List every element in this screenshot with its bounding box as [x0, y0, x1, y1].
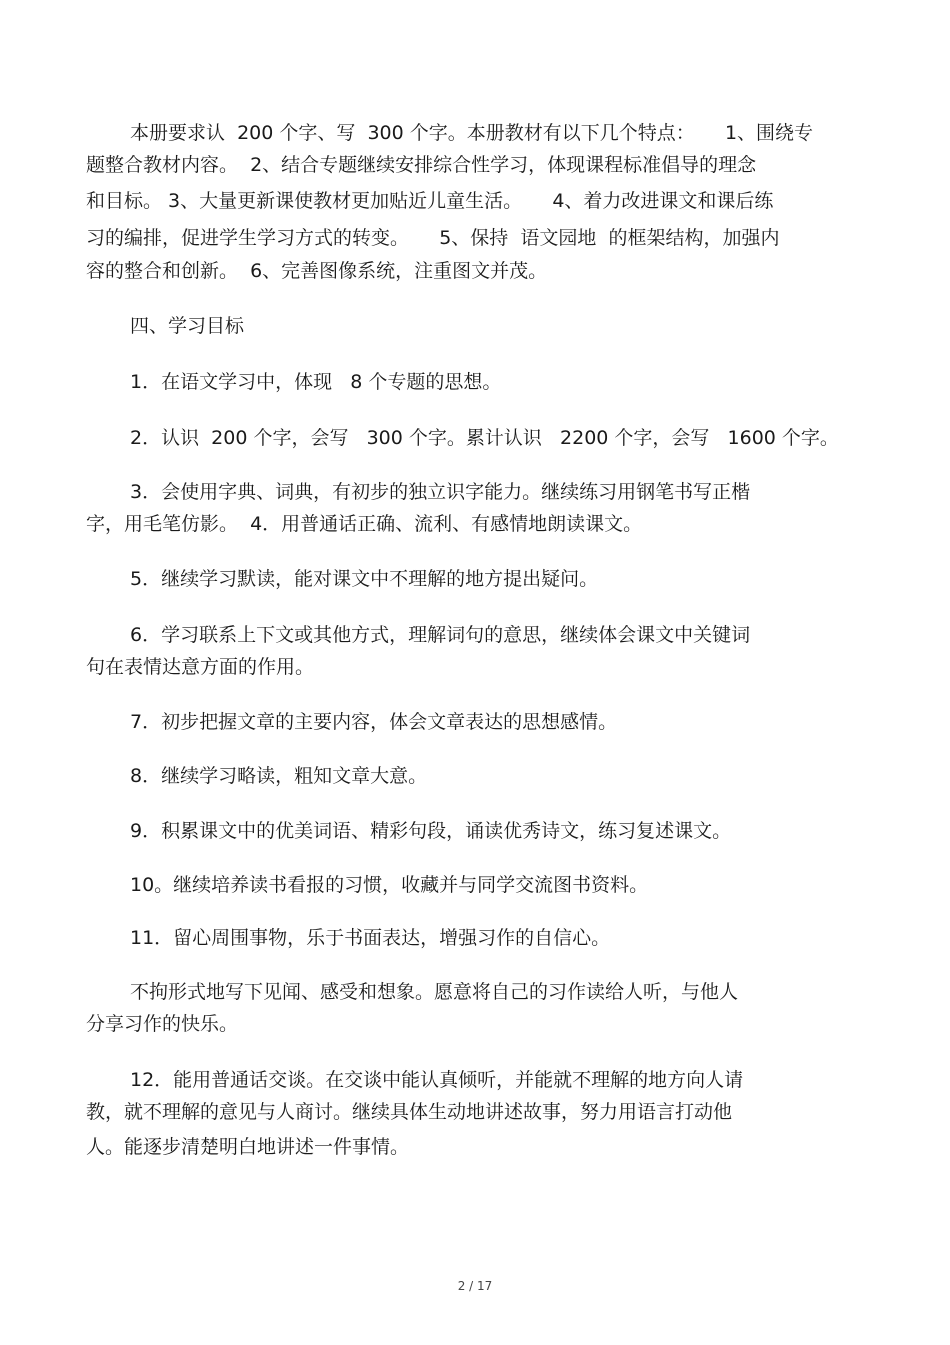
goal-item-7: 7．初步把握文章的主要内容，体会文章表达的思想感情。: [130, 711, 618, 733]
goal-item-11-paragraph: 不拘形式地写下见闻、感受和想象。愿意将自己的习作读给人听，与他人: [130, 981, 739, 1003]
goal-item-5: 5．继续学习默读，能对课文中不理解的地方提出疑问。: [130, 568, 599, 590]
page-number: 2 / 17: [457, 1279, 493, 1293]
goal-item-12-cont: 人。能逐步清楚明白地讲述一件事情。: [86, 1136, 410, 1158]
goal-item-6: 6．学习联系上下文或其他方式，理解词句的意思，继续体会课文中关键词: [130, 624, 751, 646]
intro-line: 和目标。 3、大量更新课使教材更加贴近儿童生活。 4、着力改进课文和课后练: [86, 190, 774, 212]
goal-item-9: 9．积累课文中的优美词语、精彩句段，诵读优秀诗文，练习复述课文。: [130, 820, 732, 842]
section-heading: 四、学习目标: [130, 315, 245, 337]
goal-item-3: 3．会使用字典、词典，有初步的独立识字能力。继续练习用钢笔书写正楷: [130, 481, 751, 503]
goal-item-2: 2．认识 200 个字，会写 300 个字。累计认识 2200 个字，会写 1600 个字。: [130, 427, 839, 449]
goal-item-11-paragraph-cont: 分享习作的快乐。: [86, 1013, 239, 1035]
goal-item-12: 12．能用普通话交谈。在交谈中能认真倾听，并能就不理解的地方向人请: [130, 1069, 744, 1091]
goal-item-3-cont: 字，用毛笔仿影。 4．用普通话正确、流利、有感情地朗读课文。: [86, 513, 643, 535]
intro-line: 本册要求认 200 个字、写 300 个字。本册教材有以下几个特点： 1、围绕专: [130, 122, 814, 144]
intro-line: 习的编排，促进学生学习方式的转变。 5、保持 语文园地 的框架结构，加强内: [86, 227, 780, 249]
goal-item-6-cont: 句在表情达意方面的作用。: [86, 656, 315, 678]
goal-item-11: 11．留心周围事物，乐于书面表达，增强习作的自信心。: [130, 927, 611, 949]
goal-item-1: 1．在语文学习中，体现 8 个专题的思想。: [130, 371, 502, 393]
goal-item-8: 8．继续学习略读，粗知文章大意。: [130, 765, 428, 787]
goal-item-10: 10。继续培养读书看报的习惯，收藏并与同学交流图书资料。: [130, 874, 649, 896]
intro-line: 容的整合和创新。 6、完善图像系统，注重图文并茂。: [86, 260, 548, 282]
goal-item-12-cont: 教，就不理解的意见与人商讨。继续具体生动地讲述故事，努力用语言打动他: [86, 1101, 733, 1123]
intro-line: 题整合教材内容。 2、结合专题继续安排综合性学习，体现课程标准倡导的理念: [86, 154, 757, 176]
